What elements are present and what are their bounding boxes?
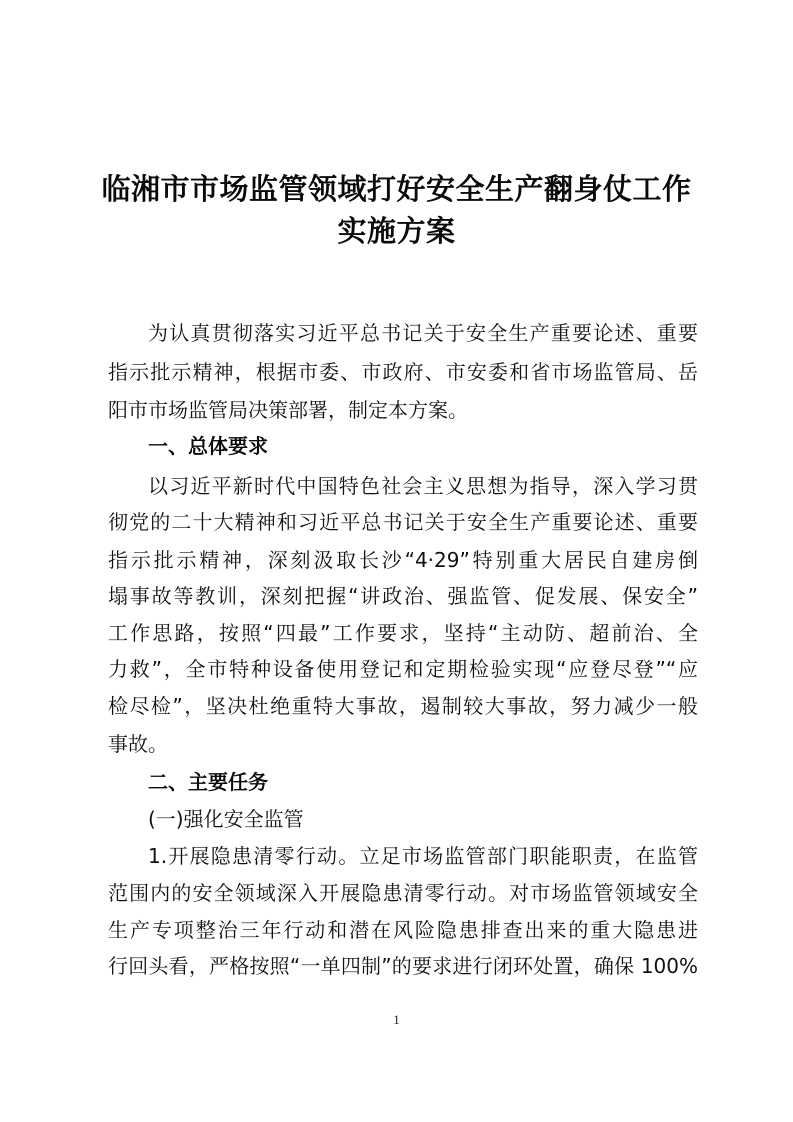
section-1-line-3: 指示批示精神，深刻汲取长沙“4·29”特别重大居民自建房倒 bbox=[108, 548, 698, 572]
intro-line-1: 为认真贯彻落实习近平总书记关于安全生产重要论述、重要 bbox=[148, 321, 698, 345]
section-1-line-4: 塌事故等教训，深刻把握“讲政治、强监管、促发展、保安全” bbox=[108, 584, 698, 608]
section-1-line-8: 事故。 bbox=[108, 732, 168, 756]
section-2-line-3: 生产专项整治三年行动和潜在风险隐患排查出来的重大隐患进 bbox=[108, 918, 698, 942]
section-2-subheading: (一)强化安全监管 bbox=[148, 807, 304, 831]
document-title-line-1: 临湘市市场监管领域打好安全生产翻身仗工作 bbox=[101, 172, 692, 206]
section-1-heading: 一、总体要求 bbox=[148, 434, 268, 458]
section-1-line-1: 以习近平新时代中国特色社会主义思想为指导，深入学习贯 bbox=[148, 474, 698, 498]
document-title-line-2: 实施方案 bbox=[337, 214, 456, 248]
page-number: 1 bbox=[393, 1012, 400, 1027]
section-2-heading: 二、主要任务 bbox=[148, 770, 268, 794]
section-1-line-5: 工作思路，按照“四最”工作要求，坚持“主动防、超前治、全 bbox=[108, 621, 698, 645]
section-1-line-6: 力救”，全市特种设备使用登记和定期检验实现“应登尽登”“应 bbox=[108, 657, 698, 681]
intro-line-3: 阳市市场监管局决策部署，制定本方案。 bbox=[108, 398, 468, 422]
section-2-line-4: 行回头看，严格按照“一单四制”的要求进行闭环处置，确保 100% bbox=[108, 954, 698, 978]
section-2-line-1: 1.开展隐患清零行动。立足市场监管部门职能职责，在监管 bbox=[148, 844, 698, 868]
section-1-line-7: 检尽检”，坚决杜绝重特大事故，遏制较大事故，努力减少一般 bbox=[108, 694, 698, 718]
section-1-line-2: 彻党的二十大精神和习近平总书记关于安全生产重要论述、重要 bbox=[108, 510, 698, 534]
section-2-line-2: 范围内的安全领域深入开展隐患清零行动。对市场监管领域安全 bbox=[108, 881, 698, 905]
intro-line-2: 指示批示精神，根据市委、市政府、市安委和省市场监管局、岳 bbox=[108, 360, 698, 384]
